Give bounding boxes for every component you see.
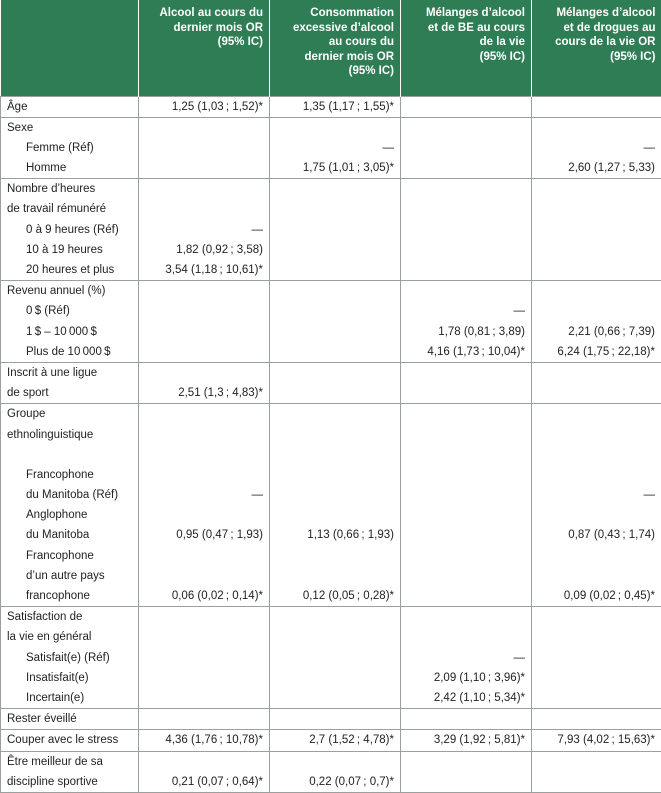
odds-ratio-value xyxy=(270,485,394,505)
odds-ratio-value xyxy=(270,179,394,199)
value-cell xyxy=(139,404,270,607)
odds-ratio-value xyxy=(270,648,394,668)
odds-ratio-value xyxy=(139,688,263,708)
value-cell xyxy=(401,281,532,363)
odds-ratio-value xyxy=(532,648,655,668)
odds-ratio-value: — xyxy=(532,485,655,505)
value-cell xyxy=(401,709,532,730)
row-label: Être meilleur de sa xyxy=(7,752,138,772)
odds-ratio-value xyxy=(401,97,525,117)
odds-ratio-value xyxy=(139,118,263,138)
header-line: au cours du xyxy=(329,36,394,48)
odds-ratio-value: 6,24 (1,75 ; 22,18)* xyxy=(532,342,655,362)
header-col-1 xyxy=(139,0,270,96)
value-cell xyxy=(270,281,401,363)
odds-ratio-value xyxy=(401,179,525,199)
header-line: et de BE au cours xyxy=(428,22,525,34)
header-row xyxy=(1,0,661,96)
odds-ratio-value xyxy=(401,281,525,301)
row-label-cell xyxy=(1,117,139,179)
row-label-cell xyxy=(1,281,139,363)
table-row xyxy=(1,96,661,117)
odds-ratio-value: 4,36 (1,76 ; 10,78)* xyxy=(139,730,263,750)
value-cell xyxy=(532,607,661,709)
odds-ratio-value xyxy=(401,752,525,772)
header-line: dernier mois OR xyxy=(174,22,263,34)
odds-ratio-value xyxy=(270,260,394,280)
odds-ratio-value: 1,82 (0,92 ; 3,58) xyxy=(139,240,263,260)
odds-ratio-value xyxy=(401,220,525,240)
odds-ratio-value xyxy=(401,709,525,729)
value-cell xyxy=(401,751,532,792)
odds-ratio-value xyxy=(139,199,263,219)
row-label: Plus de 10 000 $ xyxy=(7,342,138,362)
odds-ratio-value: 1,13 (0,66 ; 1,93) xyxy=(270,525,394,545)
odds-ratio-value: 1,25 (1,03 ; 1,52)* xyxy=(139,97,263,117)
row-label: Insatisfait(e) xyxy=(7,668,138,688)
row-label-cell xyxy=(1,404,139,607)
table-row xyxy=(1,179,661,281)
table-body xyxy=(1,96,661,792)
table-row xyxy=(1,751,661,792)
odds-ratio-value xyxy=(401,199,525,219)
row-label-cell xyxy=(1,709,139,730)
row-label: francophone xyxy=(7,586,138,606)
table-row xyxy=(1,281,661,363)
row-label: Francophone xyxy=(7,465,138,485)
value-cell xyxy=(139,730,270,751)
row-label: Sexe xyxy=(7,118,138,138)
odds-ratio-value xyxy=(401,505,525,525)
odds-ratio-value xyxy=(270,688,394,708)
row-label-cell xyxy=(1,730,139,751)
header-corner xyxy=(1,0,139,96)
value-cell xyxy=(139,362,270,403)
odds-ratio-value xyxy=(270,118,394,138)
odds-ratio-value xyxy=(139,566,263,586)
odds-ratio-value: — xyxy=(532,138,655,158)
odds-ratio-value xyxy=(401,772,525,792)
row-label: du Manitoba (Réf) xyxy=(7,485,138,505)
row-label: Couper avec le stress xyxy=(7,730,138,750)
odds-ratio-value xyxy=(532,363,655,383)
row-label-cell xyxy=(1,179,139,281)
odds-ratio-value xyxy=(401,118,525,138)
value-cell xyxy=(270,709,401,730)
header-col-3 xyxy=(401,0,532,96)
odds-ratio-value: 1,35 (1,17 ; 1,55)* xyxy=(270,97,394,117)
odds-ratio-value: 0,22 (0,07 ; 0,7)* xyxy=(270,772,394,792)
value-cell xyxy=(270,730,401,751)
odds-ratio-value: 3,54 (1,18 ; 10,61)* xyxy=(139,260,263,280)
row-label: discipline sportive xyxy=(7,772,138,792)
row-label: Francophone xyxy=(7,546,138,566)
odds-ratio-value: 4,16 (1,73 ; 10,04)* xyxy=(401,342,525,362)
table-row xyxy=(1,709,661,730)
value-cell xyxy=(270,117,401,179)
row-label: Satisfait(e) (Réf) xyxy=(7,648,138,668)
odds-ratio-value: 2,09 (1,10 ; 3,96)* xyxy=(401,668,525,688)
table-row xyxy=(1,362,661,403)
header-line: (95% IC) xyxy=(218,36,263,48)
odds-ratio-value xyxy=(532,118,655,138)
header-col-2 xyxy=(270,0,401,96)
odds-ratio-value xyxy=(401,485,525,505)
value-cell xyxy=(270,96,401,117)
odds-ratio-value xyxy=(139,752,263,772)
row-label: ethnolinguistique xyxy=(7,425,138,445)
odds-ratio-value xyxy=(532,566,655,586)
value-cell xyxy=(401,179,532,281)
odds-ratio-value xyxy=(401,240,525,260)
odds-ratio-value xyxy=(401,363,525,383)
row-label: Inscrit à une ligue xyxy=(7,363,138,383)
value-cell xyxy=(270,362,401,403)
odds-ratio-value xyxy=(270,404,394,424)
odds-ratio-value xyxy=(270,709,394,729)
odds-ratio-value: 2,60 (1,27 ; 5,33) xyxy=(532,158,655,178)
value-cell xyxy=(401,362,532,403)
row-label: Rester éveillé xyxy=(7,709,138,729)
odds-ratio-value xyxy=(532,668,655,688)
odds-ratio-value xyxy=(532,607,655,627)
odds-ratio-value: 3,29 (1,92 ; 5,81)* xyxy=(401,730,525,750)
header-line: Mélanges d’alcool xyxy=(556,7,655,19)
value-cell xyxy=(139,179,270,281)
odds-ratio-value: 0,21 (0,07 ; 0,64)* xyxy=(139,772,263,792)
odds-ratio-value xyxy=(532,688,655,708)
value-cell xyxy=(139,709,270,730)
value-cell xyxy=(139,607,270,709)
odds-ratio-value: 1,78 (0,81 ; 3,89) xyxy=(401,322,525,342)
row-label: la vie en général xyxy=(7,627,138,647)
odds-ratio-value xyxy=(270,546,394,566)
odds-ratio-value xyxy=(401,465,525,485)
table-row xyxy=(1,404,661,607)
row-label-cell xyxy=(1,751,139,792)
odds-ratio-value xyxy=(139,179,263,199)
odds-ratio-value xyxy=(401,566,525,586)
odds-ratio-value xyxy=(532,445,655,465)
odds-ratio-value xyxy=(270,425,394,445)
odds-ratio-value xyxy=(139,445,263,465)
odds-ratio-value xyxy=(532,709,655,729)
row-label: Anglophone xyxy=(7,505,138,525)
value-cell xyxy=(532,751,661,792)
header-line: dernier mois OR xyxy=(305,51,394,63)
table-row xyxy=(1,117,661,179)
odds-ratio-value xyxy=(532,404,655,424)
row-label: 1 $ – 10 000 $ xyxy=(7,322,138,342)
row-label: de sport xyxy=(7,383,138,403)
odds-ratio-value xyxy=(532,260,655,280)
odds-ratio-value xyxy=(532,179,655,199)
odds-ratio-value: 2,7 (1,52 ; 4,78)* xyxy=(270,730,394,750)
odds-ratio-value xyxy=(270,505,394,525)
odds-ratio-value xyxy=(139,505,263,525)
odds-ratio-value xyxy=(139,546,263,566)
odds-ratio-value xyxy=(401,546,525,566)
odds-ratio-value xyxy=(270,566,394,586)
odds-ratio-value xyxy=(139,607,263,627)
odds-ratio-value xyxy=(401,607,525,627)
table-row xyxy=(1,607,661,709)
row-label: Âge xyxy=(7,97,138,117)
row-label: Revenu annuel (%) xyxy=(7,281,138,301)
odds-ratio-value: 0,09 (0,02 ; 0,45)* xyxy=(532,586,655,606)
odds-ratio-value xyxy=(270,668,394,688)
odds-ratio-value xyxy=(532,752,655,772)
value-cell xyxy=(401,404,532,607)
odds-ratio-value xyxy=(270,240,394,260)
odds-ratio-value xyxy=(270,220,394,240)
value-cell xyxy=(270,751,401,792)
row-label: 0 $ (Réf) xyxy=(7,301,138,321)
header-line: Consommation xyxy=(310,7,394,19)
odds-ratio-value: 0,87 (0,43 ; 1,74) xyxy=(532,525,655,545)
odds-ratio-value xyxy=(401,138,525,158)
row-label: Satisfaction de xyxy=(7,607,138,627)
odds-ratio-value: — xyxy=(401,301,525,321)
odds-ratio-value xyxy=(139,138,263,158)
odds-ratio-value: 2,42 (1,10 ; 5,34)* xyxy=(401,688,525,708)
odds-ratio-value xyxy=(401,260,525,280)
row-label: de travail rémunéré xyxy=(7,199,138,219)
odds-ratio-value: — xyxy=(139,220,263,240)
row-label: 0 à 9 heures (Réf) xyxy=(7,220,138,240)
row-label: du Manitoba xyxy=(7,525,138,545)
value-cell xyxy=(270,607,401,709)
header-line: excessive d’alcool xyxy=(293,22,394,34)
odds-ratio-value: 1,75 (1,01 ; 3,05)* xyxy=(270,158,394,178)
odds-ratio-value xyxy=(532,505,655,525)
odds-ratio-value xyxy=(532,627,655,647)
odds-ratio-value: — xyxy=(401,648,525,668)
odds-ratio-value xyxy=(270,199,394,219)
value-cell xyxy=(139,751,270,792)
header-line: et de drogues au xyxy=(563,22,655,34)
odds-ratio-value xyxy=(270,363,394,383)
value-cell xyxy=(139,117,270,179)
header-line: (95% IC) xyxy=(349,65,394,77)
odds-ratio-value xyxy=(401,586,525,606)
odds-ratio-value xyxy=(270,445,394,465)
odds-ratio-value xyxy=(532,465,655,485)
row-label: 20 heures et plus xyxy=(7,260,138,280)
odds-ratio-value: — xyxy=(270,138,394,158)
odds-ratio-value xyxy=(139,322,263,342)
row-label: d’un autre pays xyxy=(7,566,138,586)
odds-ratio-value: 2,21 (0,66 ; 7,39) xyxy=(532,322,655,342)
odds-ratio-value xyxy=(401,627,525,647)
header-col-4 xyxy=(532,0,661,96)
value-cell xyxy=(401,117,532,179)
odds-ratio-value xyxy=(401,404,525,424)
value-cell xyxy=(139,96,270,117)
odds-ratio-value: 2,51 (1,3 ; 4,83)* xyxy=(139,383,263,403)
odds-ratio-value xyxy=(532,199,655,219)
row-label: 10 à 19 heures xyxy=(7,240,138,260)
odds-ratio-value: 7,93 (4,02 ; 15,63)* xyxy=(532,730,655,750)
odds-ratio-value xyxy=(401,445,525,465)
value-cell xyxy=(532,179,661,281)
odds-ratio-value xyxy=(270,301,394,321)
odds-ratio-value xyxy=(139,668,263,688)
odds-ratio-value xyxy=(270,465,394,485)
odds-ratio-value xyxy=(139,342,263,362)
odds-ratio-value xyxy=(270,342,394,362)
header-line: (95% IC) xyxy=(610,51,655,63)
odds-ratio-value xyxy=(270,752,394,772)
value-cell xyxy=(401,96,532,117)
odds-ratio-value xyxy=(139,404,263,424)
row-label-cell xyxy=(1,96,139,117)
table-row xyxy=(1,730,661,751)
odds-ratio-value xyxy=(139,627,263,647)
odds-ratio-value xyxy=(139,281,263,301)
odds-ratio-value: 0,12 (0,05 ; 0,28)* xyxy=(270,586,394,606)
odds-ratio-value xyxy=(532,546,655,566)
odds-ratio-value xyxy=(139,363,263,383)
odds-ratio-value xyxy=(532,301,655,321)
odds-ratio-value xyxy=(270,383,394,403)
row-label: Femme (Réf) xyxy=(7,138,138,158)
value-cell xyxy=(401,607,532,709)
value-cell xyxy=(270,404,401,607)
odds-ratio-value xyxy=(532,281,655,301)
header-line: de la vie xyxy=(480,36,525,48)
value-cell xyxy=(139,281,270,363)
odds-ratio-value xyxy=(270,627,394,647)
odds-ratio-value xyxy=(532,220,655,240)
value-cell xyxy=(401,730,532,751)
row-label: Groupe xyxy=(7,404,138,424)
value-cell xyxy=(532,362,661,403)
odds-ratio-value xyxy=(139,709,263,729)
value-cell xyxy=(532,117,661,179)
row-label xyxy=(7,445,138,465)
row-label: Incertain(e) xyxy=(7,688,138,708)
odds-ratio-value xyxy=(139,465,263,485)
header-line: (95% IC) xyxy=(480,51,525,63)
odds-ratio-value xyxy=(401,383,525,403)
odds-ratio-value xyxy=(532,97,655,117)
value-cell xyxy=(532,281,661,363)
value-cell xyxy=(270,179,401,281)
value-cell xyxy=(532,709,661,730)
row-label: Nombre d’heures xyxy=(7,179,138,199)
odds-ratio-value xyxy=(270,322,394,342)
value-cell xyxy=(532,96,661,117)
odds-ratio-value xyxy=(139,158,263,178)
odds-ratio-value xyxy=(532,383,655,403)
odds-ratio-value xyxy=(270,281,394,301)
odds-ratio-value xyxy=(401,158,525,178)
odds-ratio-value xyxy=(532,772,655,792)
odds-ratio-value xyxy=(139,301,263,321)
odds-ratio-value xyxy=(139,425,263,445)
row-label-cell xyxy=(1,607,139,709)
odds-ratio-value xyxy=(401,425,525,445)
odds-ratio-value xyxy=(401,525,525,545)
odds-ratio-value xyxy=(270,607,394,627)
value-cell xyxy=(532,730,661,751)
row-label-cell xyxy=(1,362,139,403)
odds-ratio-value: 0,06 (0,02 ; 0,14)* xyxy=(139,586,263,606)
value-cell xyxy=(532,404,661,607)
odds-ratio-value: — xyxy=(139,485,263,505)
odds-ratio-value xyxy=(532,240,655,260)
header-line: cours de la vie OR xyxy=(555,36,655,48)
header-line: Alcool au cours du xyxy=(159,7,263,19)
odds-ratio-value xyxy=(532,425,655,445)
odds-ratio-value xyxy=(139,648,263,668)
row-label: Homme xyxy=(7,158,138,178)
header-line: Mélanges d’alcool xyxy=(426,7,525,19)
odds-ratio-value: 0,95 (0,47 ; 1,93) xyxy=(139,525,263,545)
